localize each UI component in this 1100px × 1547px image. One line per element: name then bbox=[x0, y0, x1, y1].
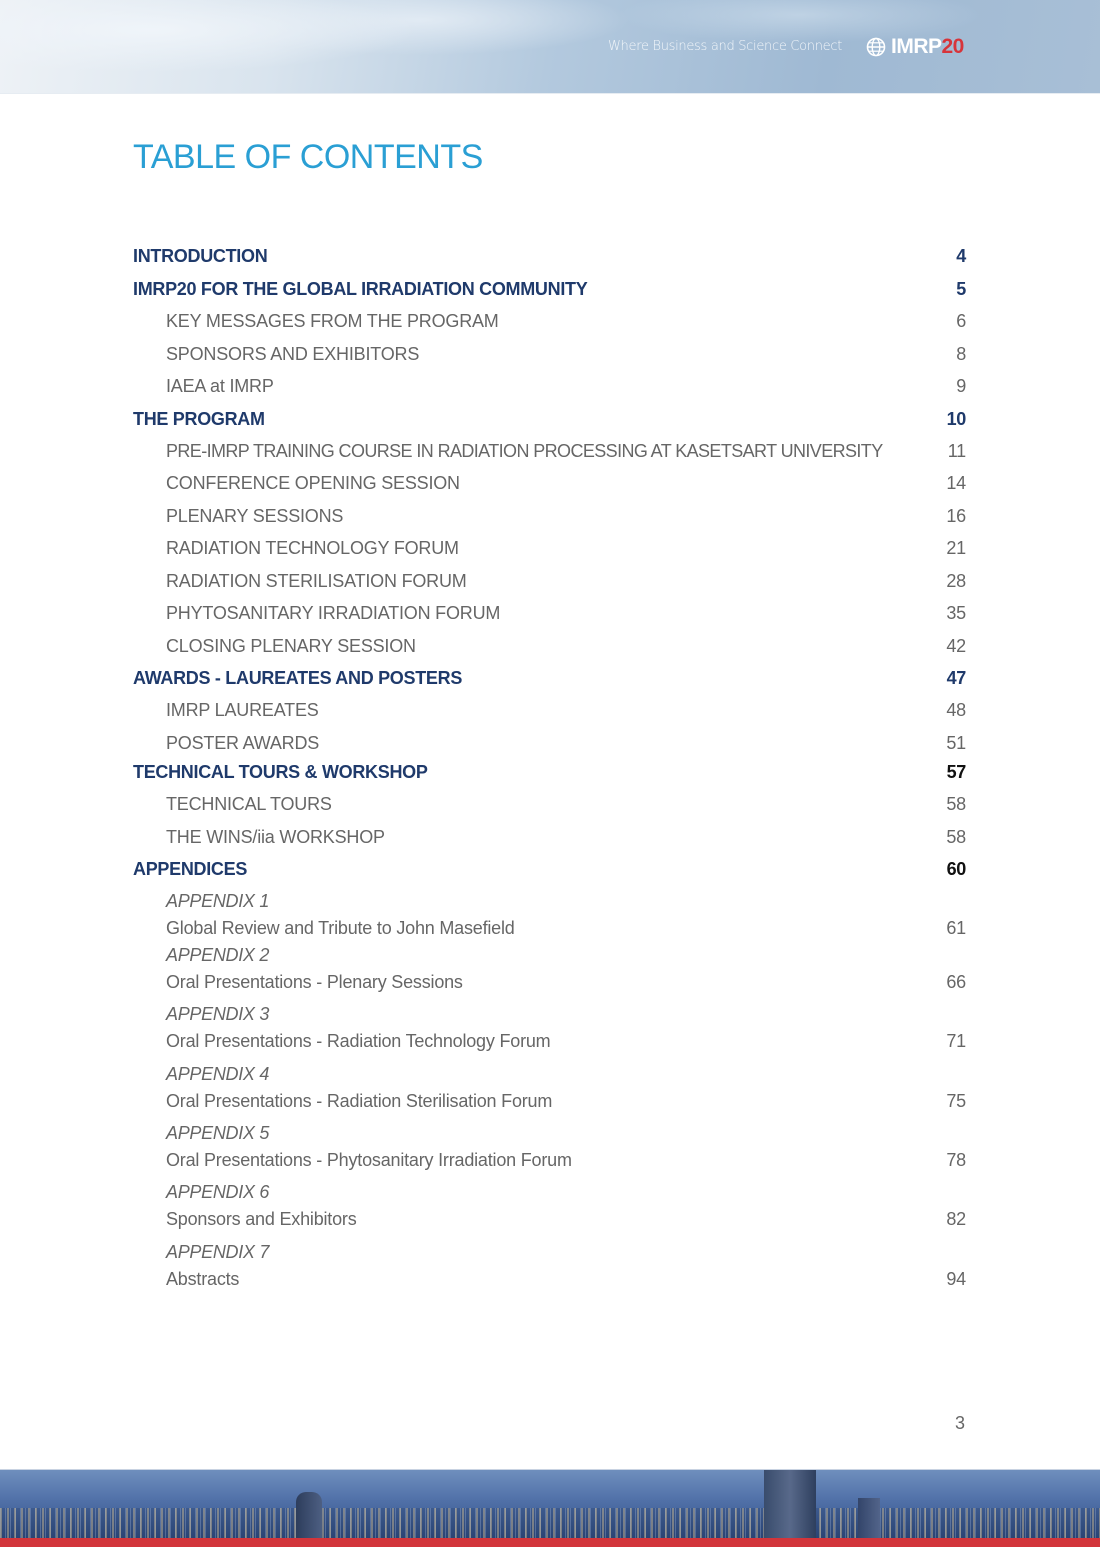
toc-entry-label: THE WINS/iia WORKSHOP bbox=[166, 827, 385, 847]
toc-entry-page: 11 bbox=[947, 441, 966, 461]
toc-entry-page: 6 bbox=[956, 311, 966, 331]
toc-entry-label: RADIATION TECHNOLOGY FORUM bbox=[166, 538, 459, 558]
toc-entry-label: Global Review and Tribute to John Masefield bbox=[166, 918, 515, 938]
toc-entry-page: 60 bbox=[946, 859, 966, 879]
toc-entry-imrp-laureates[interactable] bbox=[133, 700, 966, 721]
appendix-heading: APPENDIX 3 bbox=[166, 1004, 270, 1024]
toc-entry-poster-awards[interactable] bbox=[133, 733, 966, 754]
toc-entry-label: RADIATION STERILISATION FORUM bbox=[166, 571, 467, 591]
toc-entry-label: CONFERENCE OPENING SESSION bbox=[166, 473, 460, 493]
toc-entry-label: SPONSORS AND EXHIBITORS bbox=[166, 344, 420, 364]
appendix-heading: APPENDIX 2 bbox=[166, 945, 270, 965]
toc-entry-conference-opening[interactable] bbox=[133, 473, 966, 494]
toc-entry-appendix-6[interactable] bbox=[133, 1209, 966, 1230]
toc-entry-page: 58 bbox=[946, 794, 966, 814]
toc-entry-page: 75 bbox=[946, 1091, 966, 1111]
toc-entry-page: 5 bbox=[956, 279, 966, 299]
toc-entry-label: CLOSING PLENARY SESSION bbox=[166, 636, 416, 656]
toc-entry-appendix-7[interactable] bbox=[133, 1269, 966, 1290]
tagline: Where Business and Science Connect bbox=[608, 39, 843, 54]
toc-entry-page: 21 bbox=[946, 538, 966, 558]
globe-icon bbox=[866, 37, 886, 57]
toc-entry-label: Oral Presentations - Radiation Technology Forum bbox=[166, 1031, 551, 1051]
building-shape bbox=[296, 1492, 322, 1538]
toc-entry-sponsors-exhibitors[interactable] bbox=[133, 344, 966, 365]
toc-entry-iaea-at-imrp[interactable] bbox=[133, 376, 966, 397]
toc-entry-key-messages[interactable] bbox=[133, 311, 966, 332]
toc-entry-the-program[interactable] bbox=[133, 409, 966, 430]
toc-entry-page: 10 bbox=[946, 409, 966, 429]
toc-entry-radiation-technology-forum[interactable] bbox=[133, 538, 966, 559]
appendix-heading: APPENDIX 5 bbox=[166, 1123, 270, 1143]
toc-entry-label: APPENDICES bbox=[133, 859, 248, 879]
building-shape bbox=[764, 1470, 816, 1538]
toc-entry-label: INTRODUCTION bbox=[133, 246, 268, 266]
toc-entry-technical-tours[interactable] bbox=[133, 794, 966, 815]
toc-entry-page: 8 bbox=[956, 344, 966, 364]
city-skyline-image bbox=[0, 1508, 1100, 1538]
toc-entry-page: 82 bbox=[946, 1209, 966, 1229]
toc-entry-page: 58 bbox=[946, 827, 966, 847]
toc-entry-label: Oral Presentations - Plenary Sessions bbox=[166, 972, 463, 992]
toc-entry-label: IMRP LAUREATES bbox=[166, 700, 319, 720]
toc-entry-page: 35 bbox=[946, 603, 966, 623]
toc-entry-radiation-sterilisation-forum[interactable] bbox=[133, 571, 966, 592]
toc-entry-page: 57 bbox=[946, 762, 966, 782]
page-title: TABLE OF CONTENTS bbox=[133, 138, 483, 176]
toc-entry-label: TECHNICAL TOURS & WORKSHOP bbox=[133, 762, 428, 782]
toc-entry-page: 94 bbox=[946, 1269, 966, 1289]
toc-entry-page: 47 bbox=[946, 668, 966, 688]
toc-entry-introduction[interactable] bbox=[133, 246, 966, 267]
toc-entry-label: PHYTOSANITARY IRRADIATION FORUM bbox=[166, 603, 501, 623]
appendix-heading: APPENDIX 4 bbox=[166, 1064, 270, 1084]
toc-entry-technical-tours-workshop[interactable] bbox=[133, 762, 966, 783]
toc-entry-plenary-sessions[interactable] bbox=[133, 506, 966, 527]
toc-entry-appendix-4[interactable] bbox=[133, 1091, 966, 1112]
toc-entry-page: 4 bbox=[956, 246, 966, 266]
logo-number: 20 bbox=[941, 35, 964, 58]
footer-city-banner bbox=[0, 1469, 1100, 1538]
appendix-heading: APPENDIX 1 bbox=[166, 891, 270, 911]
toc-entry-label: IAEA at IMRP bbox=[166, 376, 274, 396]
toc-entry-label: PLENARY SESSIONS bbox=[166, 506, 344, 526]
footer-accent-bar bbox=[0, 1538, 1100, 1547]
logo-text: IMRP bbox=[891, 35, 942, 58]
appendix-heading: APPENDIX 7 bbox=[166, 1242, 270, 1262]
toc-entry-label: Oral Presentations - Radiation Sterilisation Forum bbox=[166, 1091, 553, 1111]
toc-entry-appendix-3[interactable] bbox=[133, 1031, 966, 1052]
toc-entry-label: THE PROGRAM bbox=[133, 409, 265, 429]
toc-entry-label: PRE-IMRP TRAINING COURSE IN RADIATION PROCESSING AT KASETSART UNIVERSITY bbox=[166, 441, 883, 461]
toc-entry-page: 48 bbox=[946, 700, 966, 720]
toc-entry-closing-plenary[interactable] bbox=[133, 636, 966, 657]
toc-entry-label: Sponsors and Exhibitors bbox=[166, 1209, 357, 1229]
toc-entry-appendix-1[interactable] bbox=[133, 918, 966, 939]
page-number: 3 bbox=[954, 1413, 965, 1433]
toc-entry-page: 28 bbox=[946, 571, 966, 591]
toc-entry-label: IMRP20 FOR THE GLOBAL IRRADIATION COMMUNITY bbox=[133, 279, 588, 299]
toc-entry-phytosanitary-forum[interactable] bbox=[133, 603, 966, 624]
toc-entry-appendix-5[interactable] bbox=[133, 1150, 966, 1171]
building-shape bbox=[858, 1498, 880, 1538]
toc-entry-page: 51 bbox=[946, 733, 966, 753]
toc-entry-label: AWARDS - LAUREATES AND POSTERS bbox=[133, 668, 463, 688]
toc-entry-page: 71 bbox=[946, 1031, 966, 1051]
toc-entry-imrp20-global-community[interactable] bbox=[133, 279, 966, 300]
toc-entry-page: 78 bbox=[946, 1150, 966, 1170]
toc-entry-page: 9 bbox=[956, 376, 966, 396]
toc-entry-page: 14 bbox=[946, 473, 966, 493]
toc-entry-label: Oral Presentations - Phytosanitary Irradiation Forum bbox=[166, 1150, 572, 1170]
imrp-logo bbox=[866, 35, 964, 59]
toc-entry-page: 66 bbox=[946, 972, 966, 992]
toc-entry-appendix-2[interactable] bbox=[133, 972, 966, 993]
toc-entry-page: 42 bbox=[946, 636, 966, 656]
toc-entry-page: 61 bbox=[946, 918, 966, 938]
toc-entry-wins-iia-workshop[interactable] bbox=[133, 827, 966, 848]
toc-entry-awards[interactable] bbox=[133, 668, 966, 689]
toc-entry-label: Abstracts bbox=[166, 1269, 240, 1289]
toc-entry-pre-imrp-training[interactable] bbox=[133, 441, 966, 462]
toc-entry-label: POSTER AWARDS bbox=[166, 733, 320, 753]
appendix-heading: APPENDIX 6 bbox=[166, 1182, 270, 1202]
toc-entry-page: 16 bbox=[946, 506, 966, 526]
header-banner bbox=[0, 0, 1100, 94]
toc-entry-appendices[interactable] bbox=[133, 859, 966, 880]
toc-entry-label: KEY MESSAGES FROM THE PROGRAM bbox=[166, 311, 499, 331]
toc-entry-label: TECHNICAL TOURS bbox=[166, 794, 332, 814]
